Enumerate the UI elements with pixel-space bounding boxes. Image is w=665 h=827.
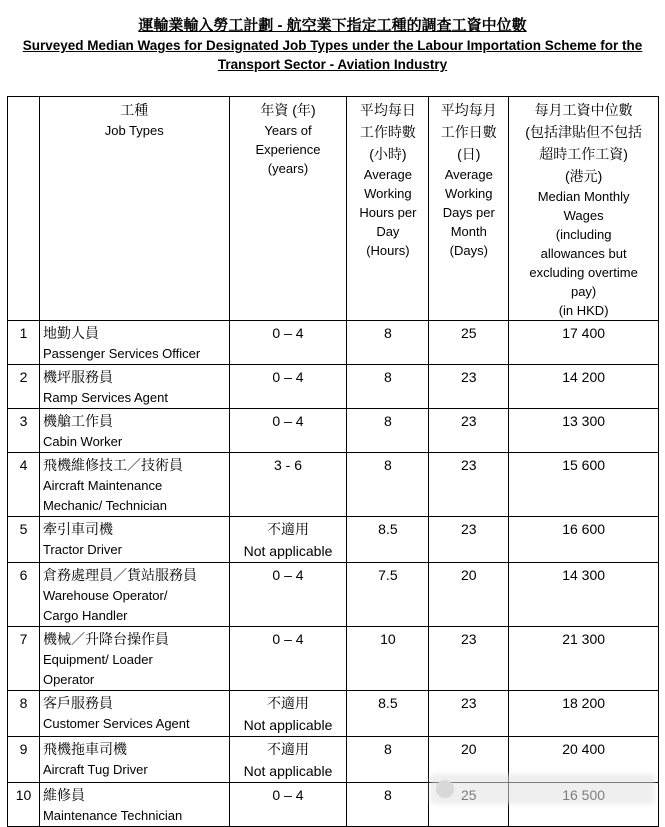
experience-cell [229,453,347,517]
job-type-zh: 機艙工作員 [42,413,113,429]
title-english-line2: Transport Sector - Aviation Industry [217,57,448,72]
job-type-en: Passenger Services Officer [42,346,201,361]
title-english-line1: Surveyed Median Wages for Designated Job Types under the Labour Importation Scheme for the [22,38,643,53]
days-per-month: 23 [429,409,509,453]
header-days: 平均每月 工作日數 (日) Average Working Days per Month (Days) [429,97,509,321]
table-row [8,453,659,517]
header-number [8,97,40,321]
row-number: 4 [8,453,40,517]
row-number: 2 [8,365,40,409]
experience-value: Not applicable [243,543,333,559]
job-type-zh: 倉務處理員／貨站服務員 [42,567,197,583]
days-per-month: 25 [429,321,509,365]
job-type-cell [39,627,229,691]
job-type-en: Operator [42,672,95,687]
table-row [8,691,659,737]
job-type-cell [39,737,229,783]
experience-value: Not applicable [243,763,333,779]
hours-per-day: 10 [347,627,429,691]
row-number: 8 [8,691,40,737]
experience-cell [229,737,347,783]
median-monthly-wage: 15 600 [509,453,659,517]
hours-per-day: 8 [347,453,429,517]
experience-value: 0 – 4 [272,325,304,341]
experience-value: Not applicable [243,717,333,733]
median-monthly-wage: 13 300 [509,409,659,453]
hours-per-day: 8.5 [347,517,429,563]
experience-zh: 不適用 [267,695,309,711]
job-type-zh: 飛機拖車司機 [42,741,127,757]
row-number: 6 [8,563,40,627]
experience-cell [229,563,347,627]
hours-per-day: 8.5 [347,691,429,737]
days-per-month: 23 [429,691,509,737]
experience-cell [229,321,347,365]
days-per-month: 23 [429,453,509,517]
row-number: 5 [8,517,40,563]
row-number: 10 [8,783,40,827]
days-per-month: 20 [429,563,509,627]
header-median-wage: 每月工資中位數 (包括津貼但不包括 超時工作工資) (港元) Median Monthly Wages (including allowances but excluding overtime pay) (in HKD) [509,97,659,321]
row-number: 7 [8,627,40,691]
days-per-month: 23 [429,365,509,409]
hours-per-day: 8 [347,365,429,409]
watermark-logo-icon [436,780,454,798]
row-number: 1 [8,321,40,365]
job-type-en: Warehouse Operator/ [42,588,168,603]
median-monthly-wage: 14 200 [509,365,659,409]
experience-cell [229,627,347,691]
job-type-zh: 飛機維修技工／技術員 [42,457,183,473]
header-experience: 年資 (年) Years of Experience (years) [229,97,347,321]
title-chinese: 運輸業輸入勞工計劃 - 航空業下指定工種的調查工資中位數 [138,17,527,34]
experience-cell [229,365,347,409]
experience-cell [229,517,347,563]
table-row [8,627,659,691]
job-type-zh: 客戶服務員 [42,695,113,711]
job-type-cell [39,453,229,517]
experience-value: 0 – 4 [272,631,304,647]
job-type-en: Maintenance Technician [42,808,183,823]
median-monthly-wage: 21 300 [509,627,659,691]
table-row [8,563,659,627]
job-type-en: Tractor Driver [42,542,122,557]
header-row [8,97,659,321]
job-type-zh: 維修員 [42,787,85,803]
experience-zh: 不適用 [267,521,309,537]
table-body [8,321,659,827]
hours-per-day: 8 [347,783,429,827]
table-row [8,517,659,563]
experience-zh: 不適用 [267,741,309,757]
table-row [8,365,659,409]
job-type-zh: 牽引車司機 [42,521,113,537]
job-type-en: Mechanic/ Technician [42,498,168,513]
experience-value: 0 – 4 [272,413,304,429]
job-type-zh: 機坪服務員 [42,369,113,385]
wages-table [7,96,659,827]
experience-cell [229,409,347,453]
job-type-cell [39,321,229,365]
job-type-en: Cabin Worker [42,434,123,449]
job-type-en: Customer Services Agent [42,716,190,731]
job-type-cell [39,691,229,737]
experience-value: 0 – 4 [272,787,304,803]
row-number: 9 [8,737,40,783]
median-monthly-wage: 16 600 [509,517,659,563]
job-type-zh: 機械／升降台操作員 [42,631,169,647]
job-type-cell [39,517,229,563]
days-per-month: 23 [429,627,509,691]
experience-value: 3 - 6 [273,457,302,473]
job-type-cell [39,365,229,409]
job-type-en: Cargo Handler [42,608,128,623]
job-type-en: Ramp Services Agent [42,390,168,405]
hours-per-day: 8 [347,321,429,365]
table-row [8,409,659,453]
header-job-types: 工種 Job Types [39,97,229,321]
median-monthly-wage: 17 400 [509,321,659,365]
experience-value: 0 – 4 [272,567,304,583]
document-title [0,0,665,74]
days-per-month: 23 [429,517,509,563]
experience-value: 0 – 4 [272,369,304,385]
median-monthly-wage: 18 200 [509,691,659,737]
hours-per-day: 7.5 [347,563,429,627]
job-type-zh: 地勤人員 [42,325,99,341]
median-monthly-wage: 20 400 [509,737,659,783]
row-number: 3 [8,409,40,453]
hours-per-day: 8 [347,737,429,783]
job-type-en: Equipment/ Loader [42,652,153,667]
experience-cell [229,691,347,737]
table-row [8,321,659,365]
header-hours: 平均每日 工作時數 (小時) Average Working Hours per Day (Hours) [347,97,429,321]
days-per-month: 20 [429,737,509,783]
job-type-en: Aircraft Tug Driver [42,762,148,777]
job-type-cell [39,409,229,453]
job-type-cell [39,563,229,627]
watermark-overlay [430,774,655,804]
median-monthly-wage: 14 300 [509,563,659,627]
job-type-en: Aircraft Maintenance [42,478,163,493]
hours-per-day: 8 [347,409,429,453]
